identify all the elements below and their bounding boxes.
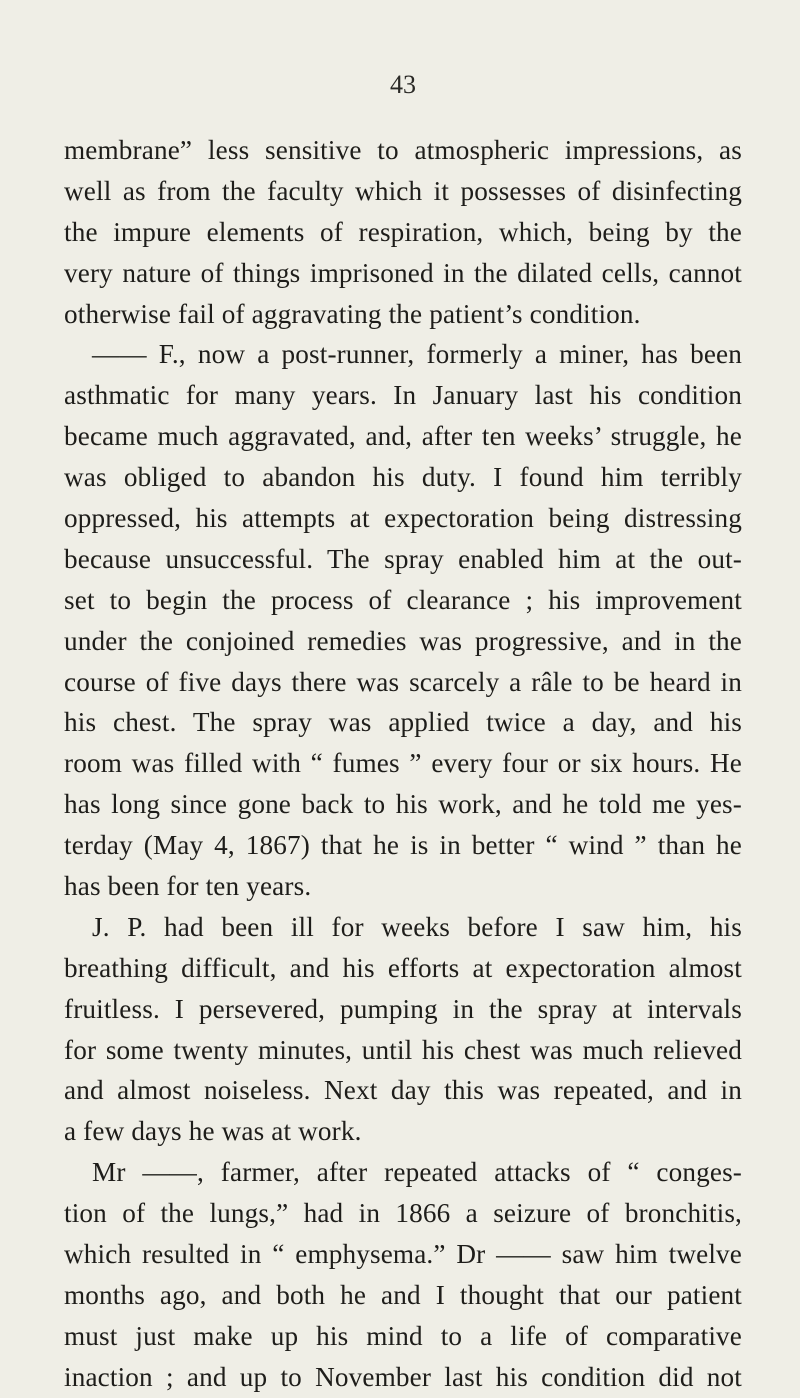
text-line: breathing difficult, and his efforts at expectoration almost [64,952,742,983]
page-number: 43 [390,70,416,99]
text-line: a few days he was at work. [64,1116,362,1147]
text-line: tion of the lungs,” had in 1866 a seizure of bronchitis, [64,1198,742,1229]
text-line: fruitless. I persevered, pumping in the spray at intervals [64,993,742,1024]
text-line: his chest. The spray was applied twice a day, and his [64,707,742,738]
text-line: J. P. had been ill for weeks before I saw him, his [92,911,742,942]
text-line: the impure elements of respiration, which, being by the [64,216,742,247]
text-line: very nature of things imprisoned in the dilated cells, cannot [64,257,742,288]
text-line: room was filled with “ fumes ” every four or six hours. He [64,748,742,779]
text-line: has long since gone back to his work, and he told me yes- [64,789,742,820]
text-line: must just make up his mind to a life of comparative [64,1320,742,1351]
text-line: became much aggravated, and, after ten weeks’ struggle, he [64,421,742,452]
text-line: has been for ten years. [64,871,312,902]
text-line: was obliged to abandon his duty. I found him terribly [64,462,742,493]
text-line: Mr ——, farmer, after repeated attacks of “ conges- [92,1157,742,1188]
text-line: because unsuccessful. The spray enabled him at the out- [64,543,742,574]
text-line: inaction ; and up to November last his condition did not [64,1361,742,1392]
text-line: membrane” less sensitive to atmospheric impressions, as [64,135,742,165]
body-text [64,130,742,1398]
text-line: under the conjoined remedies was progressive, and in the [64,625,742,656]
text-line: months ago, and both he and I thought that our patient [64,1279,742,1310]
text-line: oppressed, his attempts at expectoration being distressing [64,503,742,534]
text-line: course of five days there was scarcely a râle to be heard in [64,666,742,697]
text-line: which resulted in “ emphysema.” Dr —— saw him twelve [64,1239,742,1270]
text-line: for some twenty minutes, until his chest was much relieved [64,1034,742,1065]
text-line: otherwise fail of aggravating the patient’s condition. [64,298,641,329]
text-line: asthmatic for many years. In January last his condition [64,380,742,411]
text-line: set to begin the process of clearance ; his improvement [64,584,742,615]
text-line: —— F., now a post-runner, formerly a miner, has been [92,339,742,370]
text-line: well as from the faculty which it possesses of disinfecting [64,175,742,206]
text-line: terday (May 4, 1867) that he is in better “ wind ” than he [64,830,742,861]
text-line: and almost noiseless. Next day this was repeated, and in [64,1075,742,1106]
